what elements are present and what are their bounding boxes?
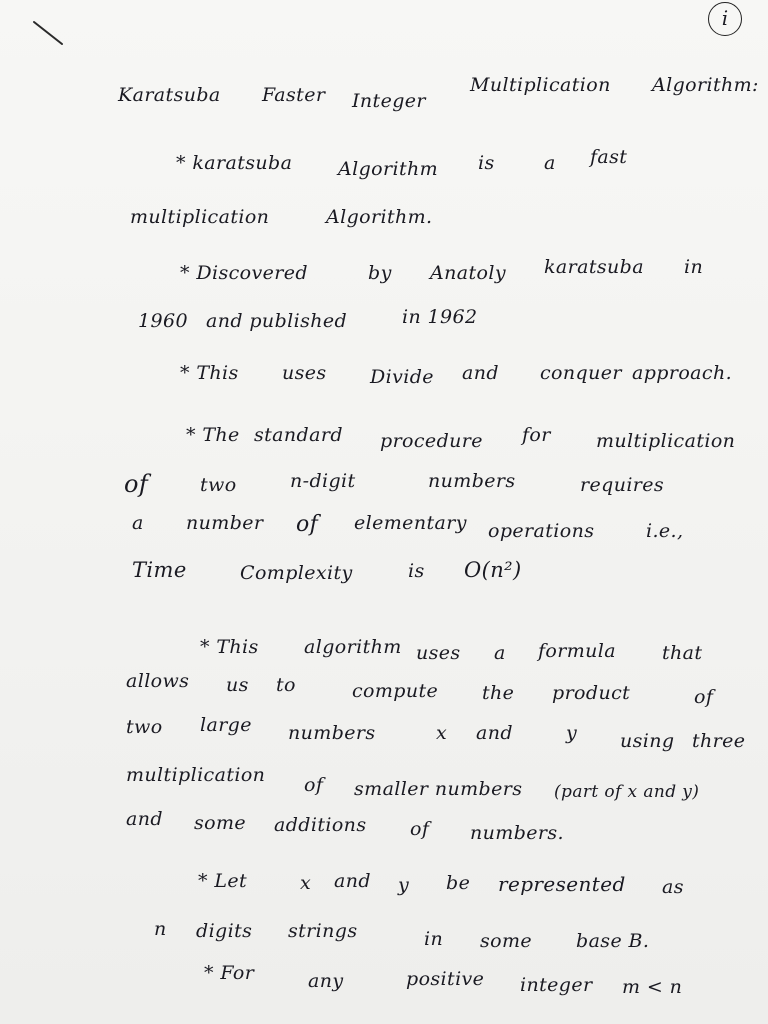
word: in 1962 (402, 306, 478, 328)
word: numbers (428, 470, 516, 492)
word: standard (254, 424, 343, 446)
word: elementary (354, 512, 467, 534)
word: n (154, 918, 167, 940)
word: Divide (370, 366, 434, 388)
word: large (200, 714, 252, 736)
word: of (694, 686, 714, 708)
word: a (132, 512, 144, 534)
word: strings (288, 920, 358, 942)
text-line (0, 670, 768, 710)
word: Anatoly (430, 262, 506, 284)
word: us (226, 674, 249, 696)
word: of (410, 818, 430, 840)
word: multiplication (126, 764, 266, 786)
word: positive (406, 968, 485, 990)
word: two (126, 716, 163, 738)
word: numbers. (470, 822, 564, 844)
word: Integer (352, 90, 426, 112)
word: * The (186, 424, 240, 446)
word: approach. (632, 362, 733, 384)
text-line (0, 870, 768, 910)
word: smaller numbers (354, 778, 523, 800)
text-line (0, 918, 768, 958)
heading-line (0, 74, 768, 124)
word: multiplication (596, 430, 736, 452)
word: using (620, 730, 675, 752)
word: a (544, 152, 556, 174)
word: a (494, 642, 506, 664)
text-line (0, 470, 768, 510)
word: * This (200, 636, 259, 658)
word: 1960 (138, 310, 188, 332)
word: fast (590, 146, 628, 168)
word: in (684, 256, 704, 278)
word: i.e., (646, 520, 684, 542)
text-line (0, 764, 768, 804)
word: x (300, 872, 312, 894)
pen-stroke-mark (0, 0, 80, 60)
word: allows (126, 670, 190, 692)
word: algorithm (304, 636, 402, 658)
word: and (462, 362, 499, 384)
text-line (0, 306, 768, 350)
word: any (308, 970, 344, 992)
word: that (662, 642, 703, 664)
text-line (0, 206, 768, 246)
word: compute (352, 680, 439, 702)
page-number: i (708, 2, 742, 36)
text-line (0, 808, 768, 848)
word: by (368, 262, 392, 284)
word: base B. (576, 930, 650, 952)
text-line (0, 716, 768, 756)
word: numbers (288, 722, 376, 744)
word: procedure (380, 430, 483, 452)
word: of (124, 470, 149, 498)
word: for (522, 424, 551, 446)
word: * For (204, 962, 255, 984)
word: integer (520, 974, 593, 996)
word: the (482, 682, 515, 704)
word: and (334, 870, 371, 892)
word: * karatsuba (176, 152, 293, 174)
word: in (424, 928, 444, 950)
word: be (446, 872, 471, 894)
word: of (304, 774, 324, 796)
word: requires (580, 474, 665, 496)
word: * Let (198, 870, 248, 892)
word: to (276, 674, 296, 696)
word: some (480, 930, 533, 952)
word: Algorithm. (326, 206, 433, 228)
word: y (566, 722, 578, 744)
word: conquer (540, 362, 622, 384)
word: Karatsuba (118, 84, 221, 106)
word: of (296, 512, 319, 537)
word: as (662, 876, 684, 898)
word: Faster (262, 84, 326, 106)
word: (part of x and y) (554, 782, 700, 802)
word: y (398, 874, 410, 896)
text-line (0, 424, 768, 464)
text-line (0, 362, 768, 402)
word: Algorithm: (652, 74, 759, 96)
word: * This (180, 362, 239, 384)
word: operations (488, 520, 595, 542)
word: two (200, 474, 237, 496)
word: represented (498, 872, 626, 896)
word: three (692, 730, 746, 752)
word: some (194, 812, 247, 834)
word: Algorithm (338, 158, 439, 180)
word: additions (274, 814, 367, 836)
word: digits (196, 920, 253, 942)
word: x (436, 722, 448, 744)
word: product (552, 682, 631, 704)
word: and (126, 808, 163, 830)
word: and published (206, 310, 348, 332)
word: is (408, 560, 425, 582)
word: multiplication (130, 206, 270, 228)
text-line (0, 558, 768, 598)
text-line (0, 146, 768, 192)
word: n-digit (290, 470, 356, 492)
text-line (0, 512, 768, 552)
word: karatsuba (544, 256, 644, 278)
word: O(n²) (464, 558, 522, 582)
word: Complexity (240, 562, 353, 584)
text-line (0, 256, 768, 302)
word: number (186, 512, 264, 534)
word: * Discovered (180, 262, 308, 284)
word: m < n (622, 976, 683, 998)
word: formula (538, 640, 617, 662)
word: is (478, 152, 495, 174)
word: uses (416, 642, 461, 664)
word: and (476, 722, 513, 744)
word: Multiplication (470, 74, 611, 96)
text-line (0, 962, 768, 1002)
word: uses (282, 362, 327, 384)
word: Time (132, 558, 187, 582)
